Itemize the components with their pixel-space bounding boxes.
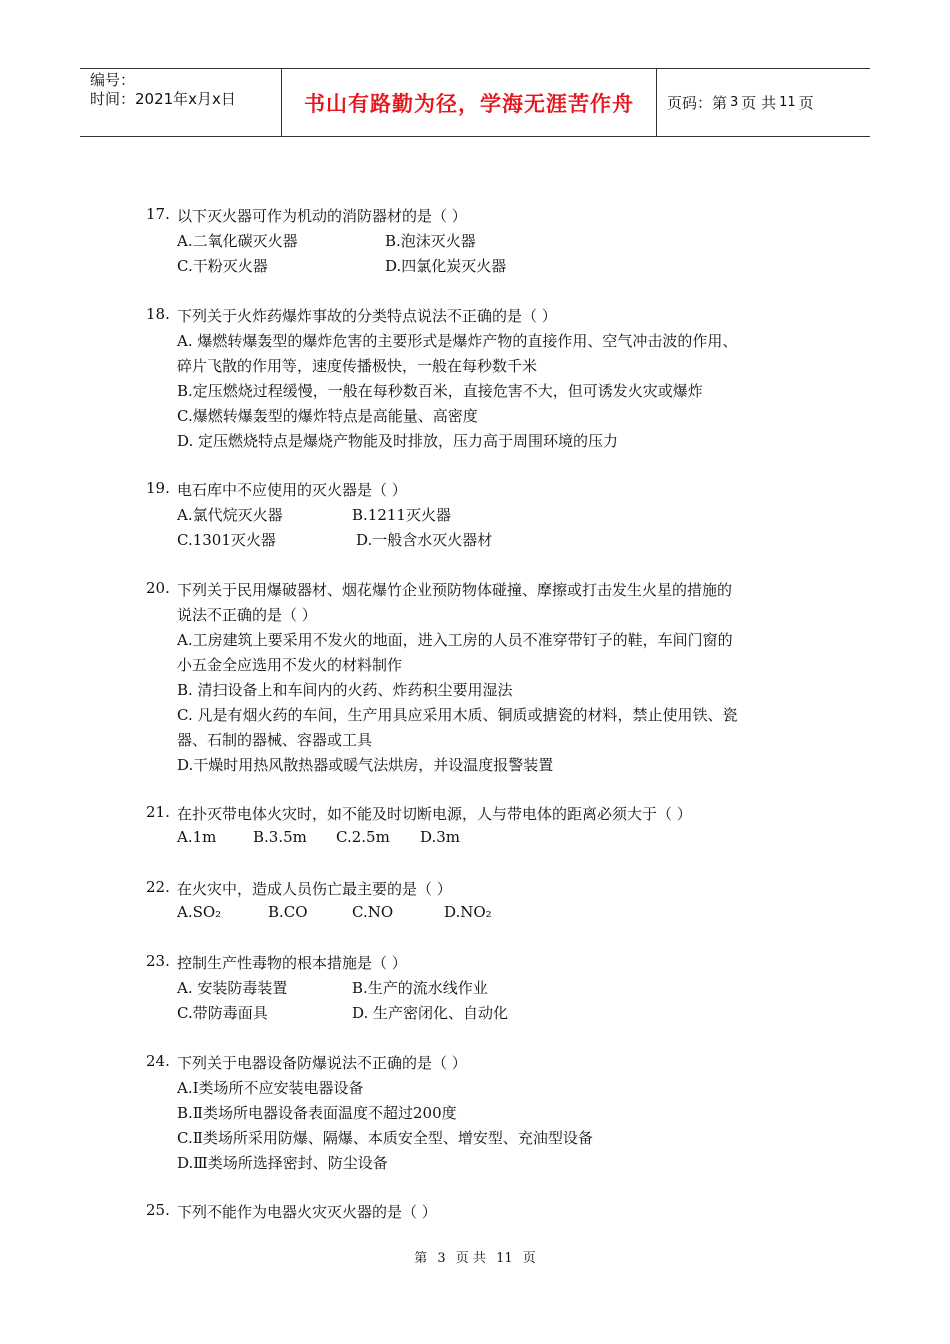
question-stem: 控制生产性毒物的根本措施是（ ） (177, 954, 407, 972)
option-line: A. 爆燃转爆轰型的爆炸危害的主要形式是爆炸产物的直接作用、空气冲击波的作用、 (177, 332, 738, 350)
question-number: 18. (146, 305, 170, 323)
question-stem: 下列不能作为电器火灾灭火器的是（ ） (177, 1203, 437, 1221)
option-line: D.Ⅲ类场所选择密封、防尘设备 (177, 1154, 388, 1172)
option-c: C.干粉灭火器 (177, 257, 268, 275)
question-number: 19. (146, 479, 170, 497)
time-label: 时间：2021年x月x日 (90, 90, 236, 108)
question-number: 22. (146, 878, 170, 896)
option-line: D.干燥时用热风散热器或暖气法烘房，并设温度报警装置 (177, 756, 554, 774)
question-number: 21. (146, 803, 170, 821)
option-c: C.NO (352, 903, 394, 921)
option-a: A.1m (177, 828, 217, 846)
option-line: B.定压燃烧过程缓慢，一般在每秒数百米，直接危害不大，但可诱发火灾或爆炸 (177, 382, 703, 400)
option-a: A.二氧化碳灭火器 (177, 232, 298, 250)
page-mid: 页 共 (741, 94, 777, 112)
page-total: 11 (779, 95, 796, 110)
option-d: D.一般含水灭火器材 (356, 531, 493, 549)
question-stem: 以下灭火器可作为机动的消防器材的是（ ） (177, 207, 467, 225)
option-b: B.生产的流水线作业 (352, 979, 488, 997)
option-line: C. 凡是有烟火药的车间，生产用具应采用木质、铜质或搪瓷的材料，禁止使用铁、瓷 (177, 706, 738, 724)
question-number: 23. (146, 952, 170, 970)
page-suffix: 页 (798, 94, 814, 112)
footer-mid: 页 共 (455, 1251, 486, 1266)
header-info-cell (80, 69, 282, 136)
option-line: B. 清扫设备上和车间内的火药、炸药积尘要用湿法 (177, 681, 513, 699)
option-c: C.1301灭火器 (177, 531, 276, 549)
footer-suffix: 页 (522, 1251, 536, 1266)
option-line: A.Ⅰ类场所不应安装电器设备 (177, 1079, 364, 1097)
footer-current: 3 (437, 1251, 446, 1266)
option-line: C.Ⅱ类场所采用防爆、隔爆、本质安全型、增安型、充油型设备 (177, 1129, 593, 1147)
option-line: D. 定压燃烧特点是爆烧产物能及时排放，压力高于周围环境的压力 (177, 432, 619, 450)
option-d: D.NO₂ (444, 903, 492, 921)
option-d: D. 生产密闭化、自动化 (352, 1004, 509, 1022)
question-number: 17. (146, 205, 170, 223)
question-stem: 下列关于火炸药爆炸事故的分类特点说法不正确的是（ ） (177, 307, 557, 325)
option-line: B.Ⅱ类场所电器设备表面温度不超过200度 (177, 1104, 457, 1122)
page-header (80, 68, 870, 137)
option-a: A.SO₂ (177, 903, 222, 921)
option-a: A.氯代烷灭火器 (177, 506, 283, 524)
question-stem: 下列关于电器设备防爆说法不正确的是（ ） (177, 1054, 467, 1072)
option-c: C.带防毒面具 (177, 1004, 268, 1022)
page-prefix: 页码：第 (667, 94, 728, 112)
option-b: B.3.5m (253, 828, 307, 846)
code-label: 编号： (90, 71, 136, 89)
option-line: 器、石制的器械、容器或工具 (177, 731, 373, 749)
header-page-info (657, 69, 870, 136)
question-stem: 在扑灭带电体火灾时，如不能及时切断电源，人与带电体的距离必须大于（ ） (177, 805, 692, 823)
question-number: 24. (146, 1052, 170, 1070)
option-d: D.3m (420, 828, 461, 846)
option-b: B.CO (268, 903, 308, 921)
page-current: 3 (730, 95, 739, 110)
footer-total: 11 (496, 1251, 513, 1266)
option-b: B.1211灭火器 (352, 506, 451, 524)
page-footer (0, 1247, 950, 1266)
option-a: A. 安装防毒装置 (177, 979, 288, 997)
option-line: A.工房建筑上要采用不发火的地面，进入工房的人员不准穿带钉子的鞋，车间门窗的 (177, 631, 733, 649)
option-d: D.四氯化炭灭火器 (385, 257, 507, 275)
question-stem: 电石库中不应使用的灭火器是（ ） (177, 481, 407, 499)
question-number: 20. (146, 579, 170, 597)
option-line: 碎片飞散的作用等，速度传播极快，一般在每秒数千米 (177, 357, 538, 375)
question-number: 25. (146, 1201, 170, 1219)
question-stem: 在火灾中，造成人员伤亡最主要的是（ ） (177, 880, 452, 898)
option-b: B.泡沫灭火器 (385, 232, 476, 250)
question-stem: 下列关于民用爆破器材、烟花爆竹企业预防物体碰撞、摩擦或打击发生火星的措施的 (177, 581, 733, 599)
option-line: C.爆燃转爆轰型的爆炸特点是高能量、高密度 (177, 407, 478, 425)
header-motto: 书山有路勤为径，学海无涯苦作舟 (282, 69, 657, 136)
footer-prefix: 第 (414, 1251, 428, 1266)
option-line: 小五金全应选用不发火的材料制作 (177, 656, 403, 674)
question-stem: 说法不正确的是（ ） (177, 606, 317, 624)
option-c: C.2.5m (336, 828, 390, 846)
